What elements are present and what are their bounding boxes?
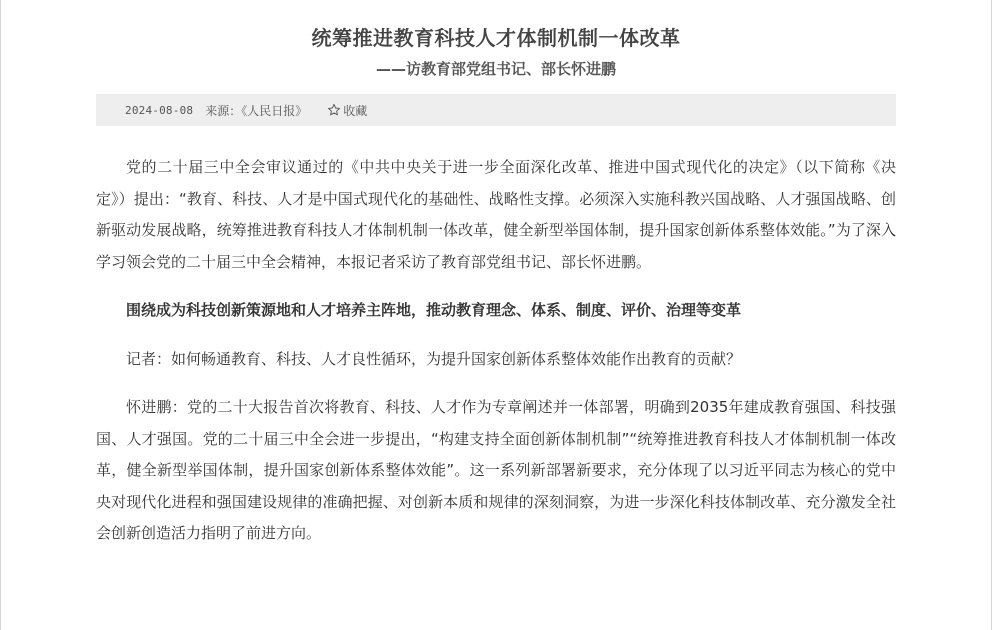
interview-answer: 怀进鹏：党的二十大报告首次将教育、科技、人才作为专章阐述并一体部署，明确到2035年建成教育强国、科技强国、人才强国。党的二十届三中全会进一步提出，“构建支持全面创新体制机制”“统筹推进教育科技人才体制机制一体改革，健全新型举国体制，提升国家创新体系整体效能”。这一系列新部署新要求，充分体现了以习近平同志为核心的党中央对现代化进程和强国建设规律的准确把握、对创新本质和规律的深刻洞察，为进一步深化科技体制改革、充分激发全社会创新创造活力指明了前进方向。 xyxy=(96,398,896,542)
interview-question: 记者：如何畅通教育、科技、人才良性循环，为提升国家创新体系整体效能作出教育的贡献？ xyxy=(126,349,742,368)
favorite-button[interactable] xyxy=(327,102,367,119)
article-body xyxy=(96,152,896,550)
section-heading: 围绕成为科技创新策源地和人才培养主阵地，推动教育理念、体系、制度、评价、治理等变革 xyxy=(126,301,742,319)
star-outline-icon xyxy=(327,103,341,117)
intro-paragraph: 党的二十届三中全会审议通过的《中共中央关于进一步全面深化改革、推进中国式现代化的决定》（以下简称《决定》）提出：“教育、科技、人才是中国式现代化的基础性、战略性支撑。必须深入实施科教兴国战略、人才强国战略、创新驱动发展战略，统筹推进教育科技人才体制机制一体改革，健全新型举国体制，提升国家创新体系整体效能。”为了深入学习领会党的二十届三中全会精神，本报记者采访了教育部党组书记、部长怀进鹏。 xyxy=(96,158,896,271)
article-meta-bar xyxy=(96,94,896,126)
article-subtitle: ——访教育部党组书记、部长怀进鹏 xyxy=(375,60,616,78)
favorite-label: 收藏 xyxy=(343,103,368,118)
article-title: 统筹推进教育科技人才体制机制一体改革 xyxy=(311,26,681,50)
article xyxy=(96,0,896,550)
article-source: 来源：《人民日报》 xyxy=(205,103,308,118)
page-frame-left xyxy=(0,0,1,630)
publish-date: 2024-08-08 xyxy=(125,103,194,117)
